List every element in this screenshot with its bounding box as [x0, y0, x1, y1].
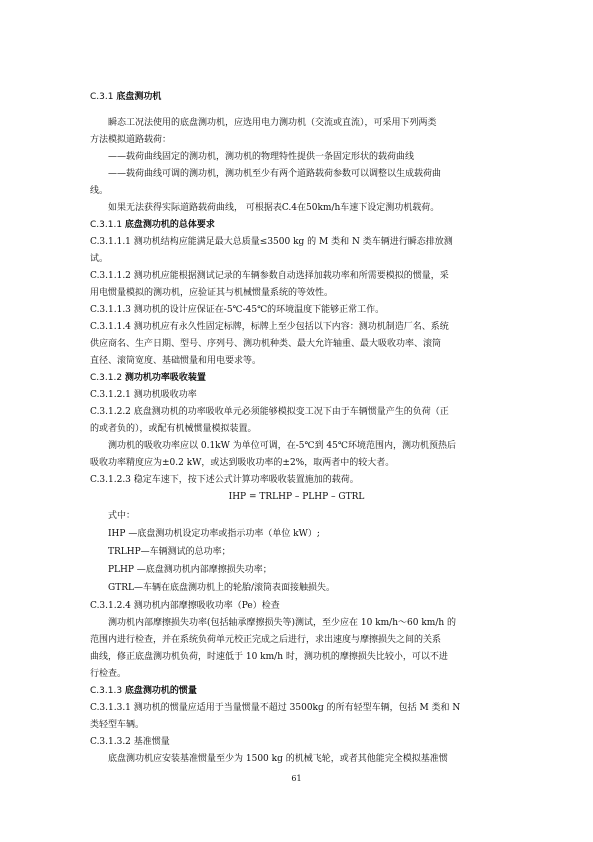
para-friction-line-1: 测功机内部摩擦损失功率(包括轴承摩擦损失等)测试，至少应在 10 km/h～60 km/h 的 [108, 618, 457, 628]
definition-gtrl: GTRL—车辆在底盘测功机上的轮胎/滚筒表面接触损失。 [108, 583, 335, 593]
para-c3112-line-2: 用电惯量模拟的测功机，应验证其与机械惯量系统的等效性。 [90, 288, 334, 298]
dash-item-2-cont: 线。 [90, 186, 109, 196]
para-c3122-line-2: 的或者负的），或配有机械惯量模拟装置。 [90, 424, 257, 434]
para-c3114-line-1: C.3.1.1.4 测功机应有永久性固定标牌，标牌上至少包括以下内容：测功机制造厂名、系统 [90, 322, 449, 332]
para-c3131-line-2: 类轻型车辆。 [90, 720, 145, 730]
where-label: 式中： [108, 511, 136, 521]
section-heading-c313 [90, 685, 197, 697]
section-title: 底盘测功机的总体要求 [124, 220, 215, 230]
definition-plhp: PLHP —底盘测功机内部摩擦损失功率； [108, 565, 272, 575]
para-c3111-line-1: C.3.1.1.1 测功机结构应能满足最大总质量≤3500 kg 的 M 类和 N 类车辆进行瞬态排放测 [90, 237, 453, 247]
dash-item-2: ——载荷曲线可调的测功机，测功机至少有两个道路载荷参数可以调整以生成载荷曲 [108, 169, 442, 179]
note-paragraph: 如果无法获得实际道路载荷曲线， 可根据表C.4在50km/h车速下设定测功机载荷。 [108, 203, 440, 213]
section-heading-c31 [90, 91, 161, 103]
section-title: 底盘测功机 [116, 92, 162, 102]
page-number: 61 [291, 774, 302, 783]
dash-item-1: ——载荷曲线固定的测功机，测功机的物理特性提供一条固定形状的载荷曲线 [108, 152, 415, 162]
para-c3121: C.3.1.2.1 测功机吸收功率 [90, 390, 197, 400]
section-title: 测功机功率吸收装置 [124, 373, 206, 383]
para-c3114-line-3: 直径、滚筒宽度、基础惯量和用电要求等。 [90, 356, 262, 366]
para-c3122-line-1: C.3.1.2.2 底盘测功机的功率吸收单元必须能够模拟变工况下由于车辆惯量产生的负荷（正 [90, 407, 449, 417]
para-c3113: C.3.1.1.3 测功机的设计应保证在-5℃-45℃的环境温度下能够正常工作。 [90, 305, 385, 315]
section-number: C.3.1.3 [90, 686, 123, 696]
para-c3132: C.3.1.3.2 基准惯量 [90, 737, 170, 747]
section-number: C.3.1 [90, 92, 114, 102]
para-absorb-line-1: 测功机的吸收功率应以 0.1kW 为单位可调，在-5℃到 45℃环境范围内，测功机预热后 [108, 441, 456, 451]
para-c3123: C.3.1.2.3 稳定车速下，按下述公式计算功率吸收装置施加的载荷。 [90, 475, 359, 485]
section-title: 底盘测功机的惯量 [124, 686, 197, 696]
section-number: C.3.1.2 [90, 373, 123, 383]
section-heading-c312 [90, 372, 206, 384]
para-c3111-line-2: 试。 [90, 254, 109, 264]
para-c3131-line-1: C.3.1.3.1 测功机的惯量应适用于当量惯量不超过 3500kg 的所有轻型车辆，包括 M 类和 N [90, 703, 461, 713]
para-friction-line-3: 曲线，修正底盘测功机负荷，时速低于 10 km/h 时，测功机的摩擦损失比较小，可以不进 [90, 652, 448, 662]
definition-trlhp: TRLHP—车辆测试的总功率； [108, 547, 231, 557]
para-c3114-line-2: 供应商名、生产日期、型号、序列号、测功机种类、最大允许轴重、最大吸收功率、滚筒 [90, 339, 442, 349]
para-c3112-line-1: C.3.1.1.2 测功机应能根据测试记录的车辆参数自动选择加载功率和所需要模拟的惯量，采 [90, 271, 449, 281]
para-friction-line-2: 范围内进行检查，并在系统负荷单元校正完成之后进行，求出速度与摩擦损失之间的关系 [90, 635, 442, 645]
section-number: C.3.1.1 [90, 220, 123, 230]
intro-line-2: 方法模拟道路载荷： [90, 135, 172, 145]
para-absorb-line-2: 吸收功率精度应为±0.2 kW，或达到吸收功率的±2%，取两者中的较大者。 [90, 458, 395, 468]
intro-line-1: 瞬态工况法使用的底盘测功机，应选用电力测功机（交流或直流），可采用下列两类 [108, 118, 437, 128]
formula: IHP = TRLHP – PLHP – GTRL [228, 492, 365, 502]
definition-ihp: IHP —底盘测功机设定功率或指示功率（单位 kW）; [108, 529, 320, 539]
section-heading-c311 [90, 219, 215, 231]
para-c3124: C.3.1.2.4 测功机内部摩擦吸收功率（Pe）检查 [90, 601, 280, 611]
para-base-inertia: 底盘测功机应安装基准惯量至少为 1500 kg 的机械飞轮，或者其他能完全模拟基准惯 [108, 754, 448, 764]
para-friction-line-4: 行检查。 [90, 669, 127, 679]
